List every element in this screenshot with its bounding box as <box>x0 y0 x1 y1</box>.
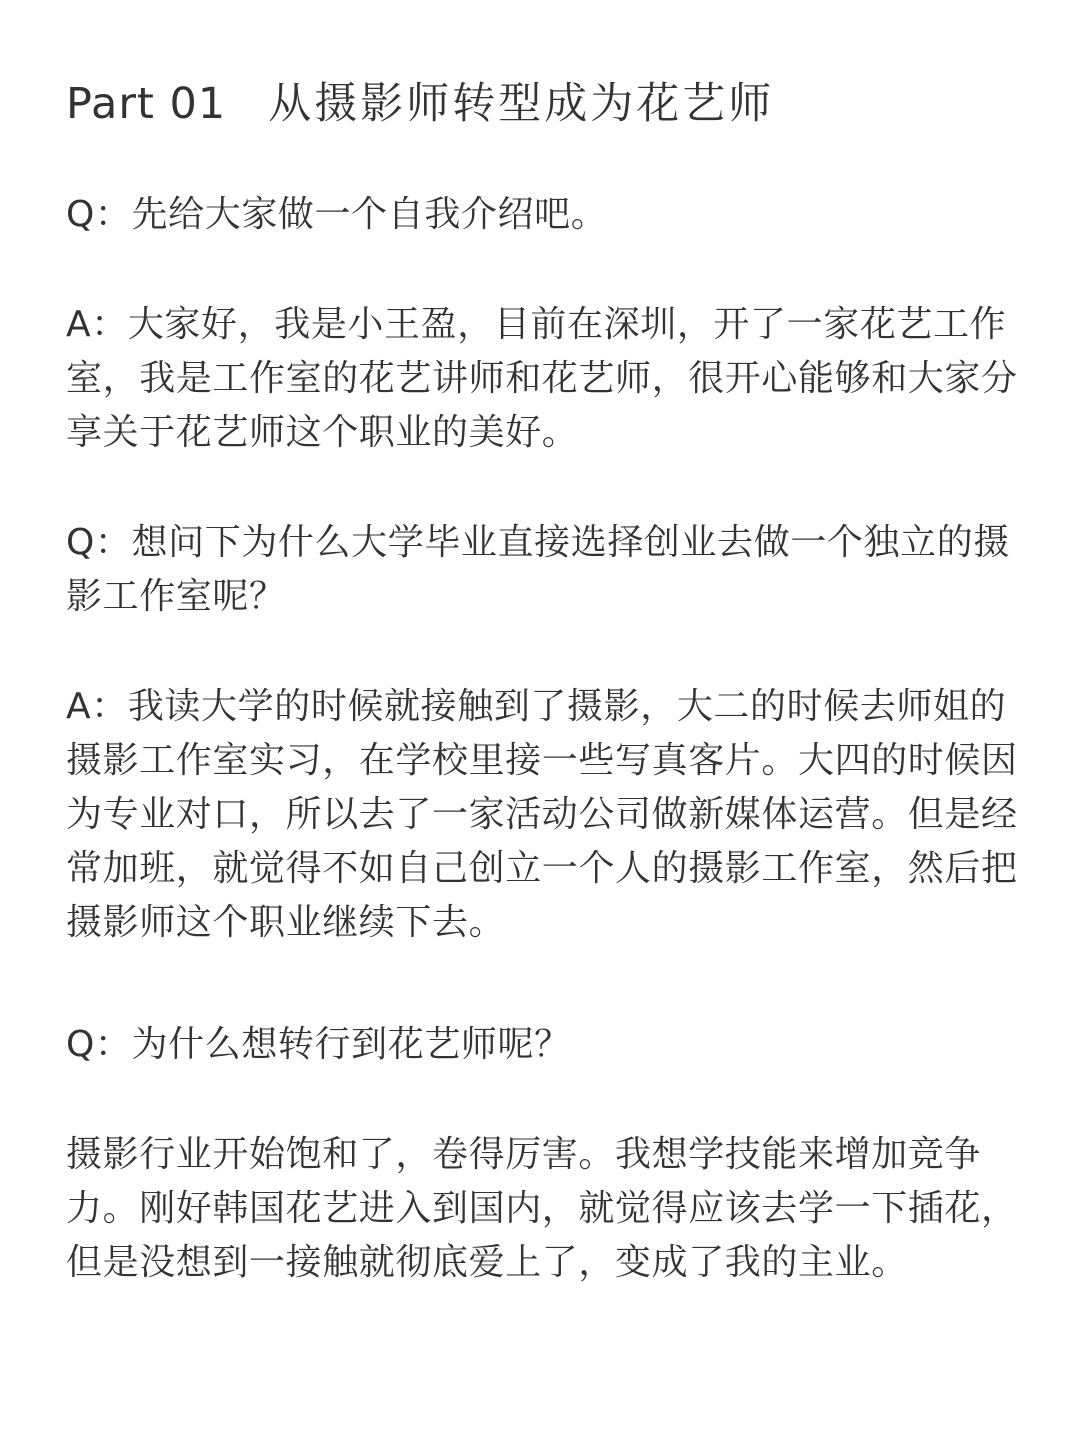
question-2: Q：想问下为什么大学毕业直接选择创业去做一个独立的摄影工作室呢？ <box>66 522 1010 617</box>
answer-3: 摄影行业开始饱和了，卷得厉害。我想学技能来增加竞争力。刚好韩国花艺进入到国内，就觉得应该去学一下插花，但是没想到一接触就彻底爱上了，变成了我的主业。 <box>66 1134 1018 1283</box>
question-1: Q：先给大家做一个自我介绍吧。 <box>66 194 608 235</box>
page-title <box>66 72 774 136</box>
question-3: Q：为什么想转行到花艺师呢？ <box>66 1024 571 1065</box>
section-heading: 从摄影师转型成为花艺师 <box>268 79 775 129</box>
answer-2: A：我读大学的时候就接触到了摄影，大二的时候去师姐的摄影工作室实习，在学校里接一些写真客片。大四的时候因为专业对口，所以去了一家活动公司做新媒体运营。但是经常加班，就觉得不如自己创立一个人的摄影工作室，然后把摄影师这个职业继续下去。 <box>66 686 1018 943</box>
part-label: Part 01 <box>66 79 227 129</box>
answer-1: A：大家好，我是小王盈，目前在深圳，开了一家花艺工作室，我是工作室的花艺讲师和花艺师，很开心能够和大家分享关于花艺师这个职业的美好。 <box>66 304 1018 453</box>
